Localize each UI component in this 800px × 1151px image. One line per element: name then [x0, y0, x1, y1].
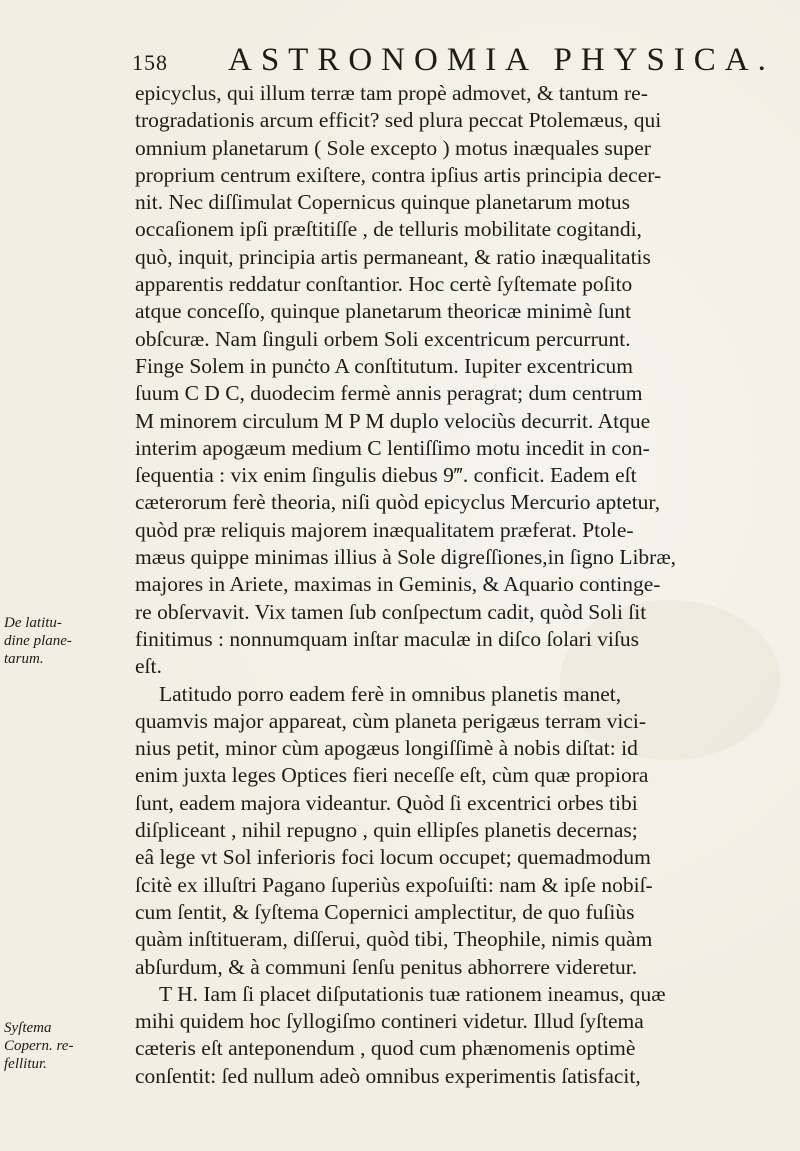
text-line: M minorem circulum M P M duplo velociùs decurrit. Atque [135, 408, 651, 433]
text-line: mæus quippe minimas illius à Sole digreſſiones,in ſigno Libræ, [135, 545, 677, 570]
text-line: quòd præ reliquis majorem inæqualitatem præferat. Ptole- [135, 517, 634, 542]
text-line: finitimus : nonnumquam inſtar maculæ in diſco ſolari viſus [135, 626, 640, 651]
text-line: cum ſentit, & ſyſtema Copernici amplectitur, de quo fuſiùs [135, 899, 635, 924]
text-line: epicyclus, qui illum terræ tam propè admovet, & tantum re- [135, 81, 648, 105]
margin-note-line: dine plane- [4, 633, 72, 649]
text-line: quamvis major appareat, cùm planeta perigæus terram vici- [135, 708, 647, 733]
text-line: quò, inquit, principia artis permaneant, & ratio inæqualitatis [135, 244, 651, 269]
text-line: ſunt, eadem majora videantur. Quòd ſi excentrici orbes tibi [135, 790, 638, 815]
page-number: 158 [132, 50, 168, 75]
text-line: eſt. [135, 654, 162, 679]
margin-note-line: Copern. re- [4, 1038, 74, 1054]
page-header [132, 42, 775, 82]
text-line: occaſionem ipſi præſtitiſſe , de telluris mobilitate cogitandi, [135, 217, 642, 242]
text-line: diſpliceant , nihil repugno , quin ellipſes planetis decernas; [135, 818, 638, 843]
text-line: T H. Iam ſi placet diſputationis tuæ rationem ineamus, quæ [159, 981, 666, 1006]
text-line: ſcitè ex illuſtri Pagano ſuperiùs expoſuiſti: nam & ipſe nobiſ- [135, 872, 653, 897]
text-line: cæteris eſt anteponendum , quod cum phænomenis optimè [135, 1036, 636, 1061]
text-line: re obſervavit. Vix tamen ſub conſpectum cadit, quòd Soli ſit [135, 599, 647, 624]
text-line: apparentis reddatur conſtantior. Hoc certè ſyſtemate poſito [135, 272, 633, 297]
text-line: proprium centrum exiſtere, contra ipſius artis principia decer- [135, 162, 662, 187]
main-text [135, 80, 780, 1090]
text-line: omnium planetarum ( Sole excepto ) motus inæquales super [135, 135, 651, 160]
margin-note-line: tarum. [4, 651, 44, 667]
margin-note-system [4, 1019, 104, 1073]
text-line: ſequentia : vix enim ſingulis diebus 9‴. conficit. Eadem eſt [135, 463, 637, 488]
running-title: ASTRONOMIA PHYSICA. [228, 42, 775, 78]
text-line: obſcuræ. Nam ſinguli orbem Soli excentricum percurrunt. [135, 326, 631, 351]
text-line: trogradationis arcum efficit? sed plura peccat Ptolemæus, qui [135, 108, 662, 133]
text-line: quàm inſtitueram, diſſerui, quòd tibi, Theophile, nimis quàm [135, 927, 653, 952]
text-line: ſuum C D C, duodecim fermè annis peragrat; dum centrum [135, 381, 643, 406]
text-line: nius petit, minor cùm apogæus longiſſimè à nobis diſtat: id [135, 736, 638, 761]
margin-note-line: fellitur. [4, 1056, 47, 1072]
text-line: abſurdum, & à communi ſenſu penitus abhorrere videretur. [135, 954, 638, 979]
text-line: conſentit: ſed nullum adeò omnibus experimentis ſatisfacit, [135, 1063, 641, 1088]
text-line: enim juxta leges Optices fieri neceſſe eſt, cùm quæ propiora [135, 763, 649, 788]
text-line: atque conceſſo, quinque planetarum theoricæ minimè ſunt [135, 299, 632, 324]
text-line: interim apogæum medium C lentiſſimo motu incedit in con- [135, 435, 650, 460]
text-line: eâ lege vt Sol inferioris foci locum occupet; quemadmodum [135, 845, 651, 870]
text-line: mihi quidem hoc ſyllogiſmo contineri videtur. Illud ſyſtema [135, 1009, 644, 1034]
margin-note-latitude [4, 614, 104, 668]
text-line: nit. Nec diſſimulat Copernicus quinque planetarum motus [135, 190, 631, 215]
text-line: Finge Solem in punċto A conſtitutum. Iupiter excentricum [135, 353, 634, 378]
text-line: Latitudo porro eadem ferè in omnibus planetis manet, [159, 681, 622, 706]
text-line: majores in Ariete, maximas in Geminis, & Aquario continge- [135, 572, 661, 597]
margin-note-line: De latitu- [4, 615, 62, 631]
text-line: cæterorum ferè theoria, niſi quòd epicyclus Mercurio aptetur, [135, 490, 661, 515]
margin-note-line: Syſtema [4, 1020, 52, 1036]
